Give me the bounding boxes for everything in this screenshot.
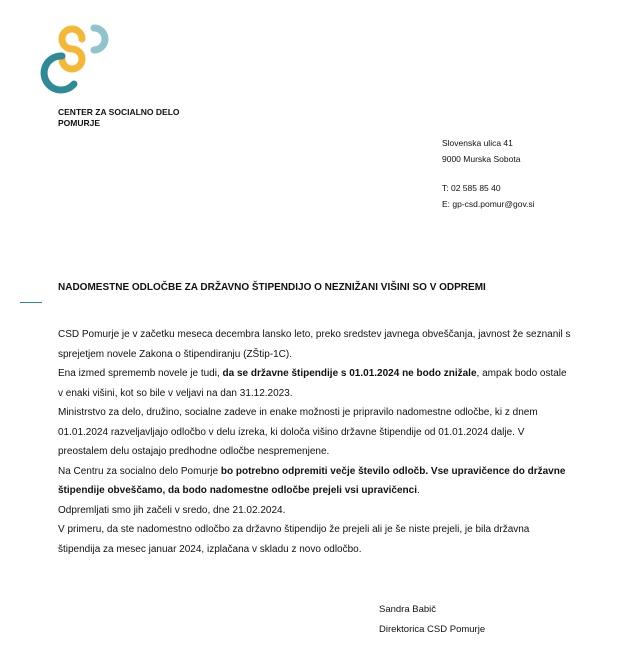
address-email: E: gp-csd.pomur@gov.si [442,198,535,209]
address-block [442,136,535,212]
csd-logo [38,18,120,100]
paragraph-amendment-rest: , ampak bodo ostale v enaki višini, kot so bile v veljavi na dan 31.12.2023. [58,368,567,399]
paragraph-amendment-lead: Ena izmed sprememb novele je tudi, [58,368,223,379]
signature-role: Direktorica CSD Pomurje [379,624,486,635]
paragraph-ministry: Ministrstvo za delo, družino, socialne zadeve in enake možnosti je pripravilo nadomestne odločbe, ki z dnem 01.01.2024 razveljavljajo odločbo v delu izreka, ki določa višino državne štipendije od 01.01.2024 dalje. V preostalem delu ostajajo predhodne odločbe nespremenjene. [58,407,538,457]
signature-name: Sandra Babič [379,604,437,615]
address-city: 9000 Murska Sobota [442,153,521,164]
paragraph-intro: CSD Pomurje je v začetku meseca decembra lansko leto, preko sredstev javnega obveščanja, javnost že seznanil s sprejetjem novele Zakona o štipendiranju (ZŠtip-1C). [58,329,571,360]
address-phone: T: 02 585 85 40 [442,183,501,193]
organization-name [58,107,180,129]
paragraph-amendment-bold: da se državne štipendije s 01.01.2024 ne bodo znižale [222,368,477,379]
logo-yellow-s [62,29,82,69]
logo-light-blue-arc [94,28,105,50]
paragraph-start-date: Odpremljati smo jih začeli v sredo, dne 21.02.2024. [58,504,286,516]
paragraph-dispatch-end: . [416,485,420,496]
signature-block [379,600,485,640]
paragraph-dispatch-lead: Na Centru za socialno delo Pomurje [58,465,221,477]
organization-line-1: CENTER ZA SOCIALNO DELO [58,107,180,117]
address-street: Slovenska ulica 41 [442,138,513,148]
document-body [58,325,572,559]
margin-divider [20,302,42,303]
paragraph-january: V primeru, da ste nadomestno odločbo za državno štipendijo že prejeli ali je še niste prejeli, je bila državna štipendija za mesec januar 2024, izplačana v skladu z novo odločbo. [58,524,530,555]
paragraph-dispatch-bold: bo potrebno odpremiti večje število odločb. Vse upravičence do državne štipendije obveščamo, da bodo nadomestne odločbe prejeli vsi upravičenci [58,465,566,496]
document-title: NADOMESTNE ODLOČBE ZA DRŽAVNO ŠTIPENDIJO O NEZNIŽANI VIŠINI SO V ODPREMI [58,282,486,293]
organization-line-2: POMURJE [58,118,101,128]
paragraph-amendment [58,364,572,403]
paragraph-dispatch [58,462,572,501]
